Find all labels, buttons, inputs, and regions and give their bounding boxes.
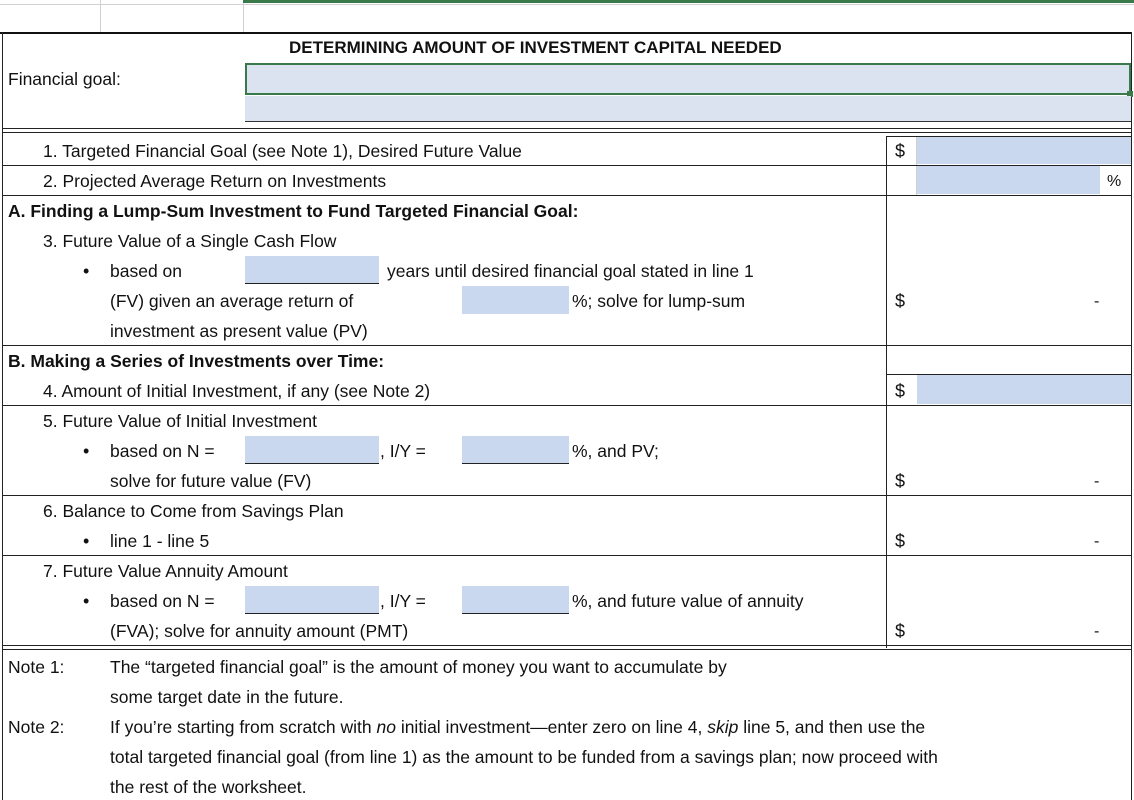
- note-1-text-1: The “targeted financial goal” is the amount of money you want to accumulate by: [110, 657, 727, 677]
- line-5-label: 5. Future Value of Initial Investment: [43, 411, 317, 431]
- grid-line: [100, 0, 101, 32]
- section-b-heading: B. Making a Series of Investments over Time:: [8, 351, 385, 371]
- row-border: [2, 195, 1131, 196]
- financial-goal-label: Financial goal:: [8, 69, 121, 89]
- note-1-label: Note 1:: [8, 657, 65, 677]
- line-7-n-input[interactable]: [245, 586, 379, 614]
- line-7-dollar: $: [895, 621, 906, 641]
- line-5-dollar: $: [895, 471, 906, 491]
- line-5b-text: solve for future value (FV): [110, 471, 312, 491]
- line-7a-mid: , I/Y =: [380, 591, 426, 611]
- row-border: [2, 405, 1131, 406]
- dollar-col-left-border: [886, 136, 887, 648]
- note-2-text-1: [110, 716, 925, 738]
- selection-top-border: [243, 0, 1134, 3]
- line-3-return-input[interactable]: [462, 286, 569, 314]
- note-2-text-3: the rest of the worksheet.: [110, 777, 307, 797]
- note-2-text-a: If you’re starting from scratch with: [110, 717, 377, 737]
- financial-goal-input-2[interactable]: [245, 96, 1131, 121]
- goal-underline: [245, 121, 1131, 122]
- line-7a-post: %, and future value of annuity: [572, 591, 804, 611]
- note-2-text-2: total targeted financial goal (from line 1) as the amount to be funded from a savings plan; now proceed with: [110, 747, 938, 767]
- line-7b-text: (FVA); solve for annuity amount (PMT): [110, 621, 409, 641]
- bullet: •: [83, 531, 90, 551]
- note-2-emph-skip: skip: [707, 717, 739, 737]
- line-5-value: -: [1094, 473, 1100, 490]
- line-6-dollar: $: [895, 531, 906, 551]
- line-5-n-input[interactable]: [245, 436, 379, 464]
- note-2-emph-no: no: [376, 717, 396, 737]
- note-2-text-c: line 5, and then use the: [738, 717, 926, 737]
- line-2-label: 2. Projected Average Return on Investments: [43, 171, 387, 191]
- row-border: [2, 555, 1131, 556]
- line-4-label: 4. Amount of Initial Investment, if any (see Note 2): [43, 381, 431, 401]
- line-3b-text: (FV) given an average return of: [110, 291, 354, 311]
- line-6-label: 6. Balance to Come from Savings Plan: [43, 501, 344, 521]
- line-3a-text: based on: [110, 261, 183, 281]
- page-title: DETERMINING AMOUNT OF INVESTMENT CAPITAL NEEDED: [289, 38, 782, 57]
- divider: [2, 128, 1131, 129]
- note-2-label: Note 2:: [8, 717, 65, 737]
- form-left-border: [2, 32, 3, 800]
- row-border: [2, 495, 1131, 496]
- line-3-label: 3. Future Value of a Single Cash Flow: [43, 231, 337, 251]
- line-3-years-input[interactable]: [245, 256, 379, 284]
- line-3a-post: years until desired financial goal stated in line 1: [387, 261, 754, 281]
- line-1-input[interactable]: [917, 137, 1131, 164]
- line-7a-text: based on N =: [110, 591, 215, 611]
- divider: [2, 132, 1131, 133]
- note-2-text-b: initial investment—enter zero on line 4,: [395, 717, 708, 737]
- note-1-text-2: some target date in the future.: [110, 687, 344, 707]
- line-7-value: -: [1094, 623, 1100, 640]
- line-3c-text: investment as present value (PV): [110, 321, 368, 341]
- bullet: •: [83, 591, 90, 611]
- divider: [2, 649, 1131, 650]
- financial-goal-input-1[interactable]: [245, 63, 1131, 95]
- percent-sign: %: [1107, 173, 1122, 190]
- line-7-iy-input[interactable]: [462, 586, 569, 614]
- line-4-dollar: $: [895, 381, 906, 401]
- line-7-label: 7. Future Value Annuity Amount: [43, 561, 288, 581]
- grid-line: [0, 4, 1134, 5]
- line-6a-text: line 1 - line 5: [110, 531, 210, 551]
- line-1-dollar: $: [895, 141, 906, 161]
- line-5a-text: based on N =: [110, 441, 215, 461]
- line-1-label: 1. Targeted Financial Goal (see Note 1), Desired Future Value: [43, 141, 522, 161]
- line-3-value: -: [1094, 293, 1100, 310]
- line-2-input[interactable]: [917, 166, 1100, 194]
- form-right-border: [1131, 32, 1132, 800]
- line-3b-post: %; solve for lump-sum: [572, 291, 746, 311]
- line-6-value: -: [1094, 533, 1100, 550]
- section-a-heading: A. Finding a Lump-Sum Investment to Fund Targeted Financial Goal:: [8, 201, 579, 221]
- line-5a-mid: , I/Y =: [380, 441, 426, 461]
- line-5-iy-input[interactable]: [462, 436, 569, 464]
- divider: [2, 645, 1131, 646]
- row-border: [2, 345, 1131, 346]
- form-top-border: [0, 32, 1131, 34]
- line-3-dollar: $: [895, 291, 906, 311]
- line-4-input[interactable]: [917, 375, 1131, 404]
- line-5a-post: %, and PV;: [572, 441, 659, 461]
- bullet: •: [83, 441, 90, 461]
- grid-line: [243, 0, 244, 32]
- bullet: •: [83, 261, 90, 281]
